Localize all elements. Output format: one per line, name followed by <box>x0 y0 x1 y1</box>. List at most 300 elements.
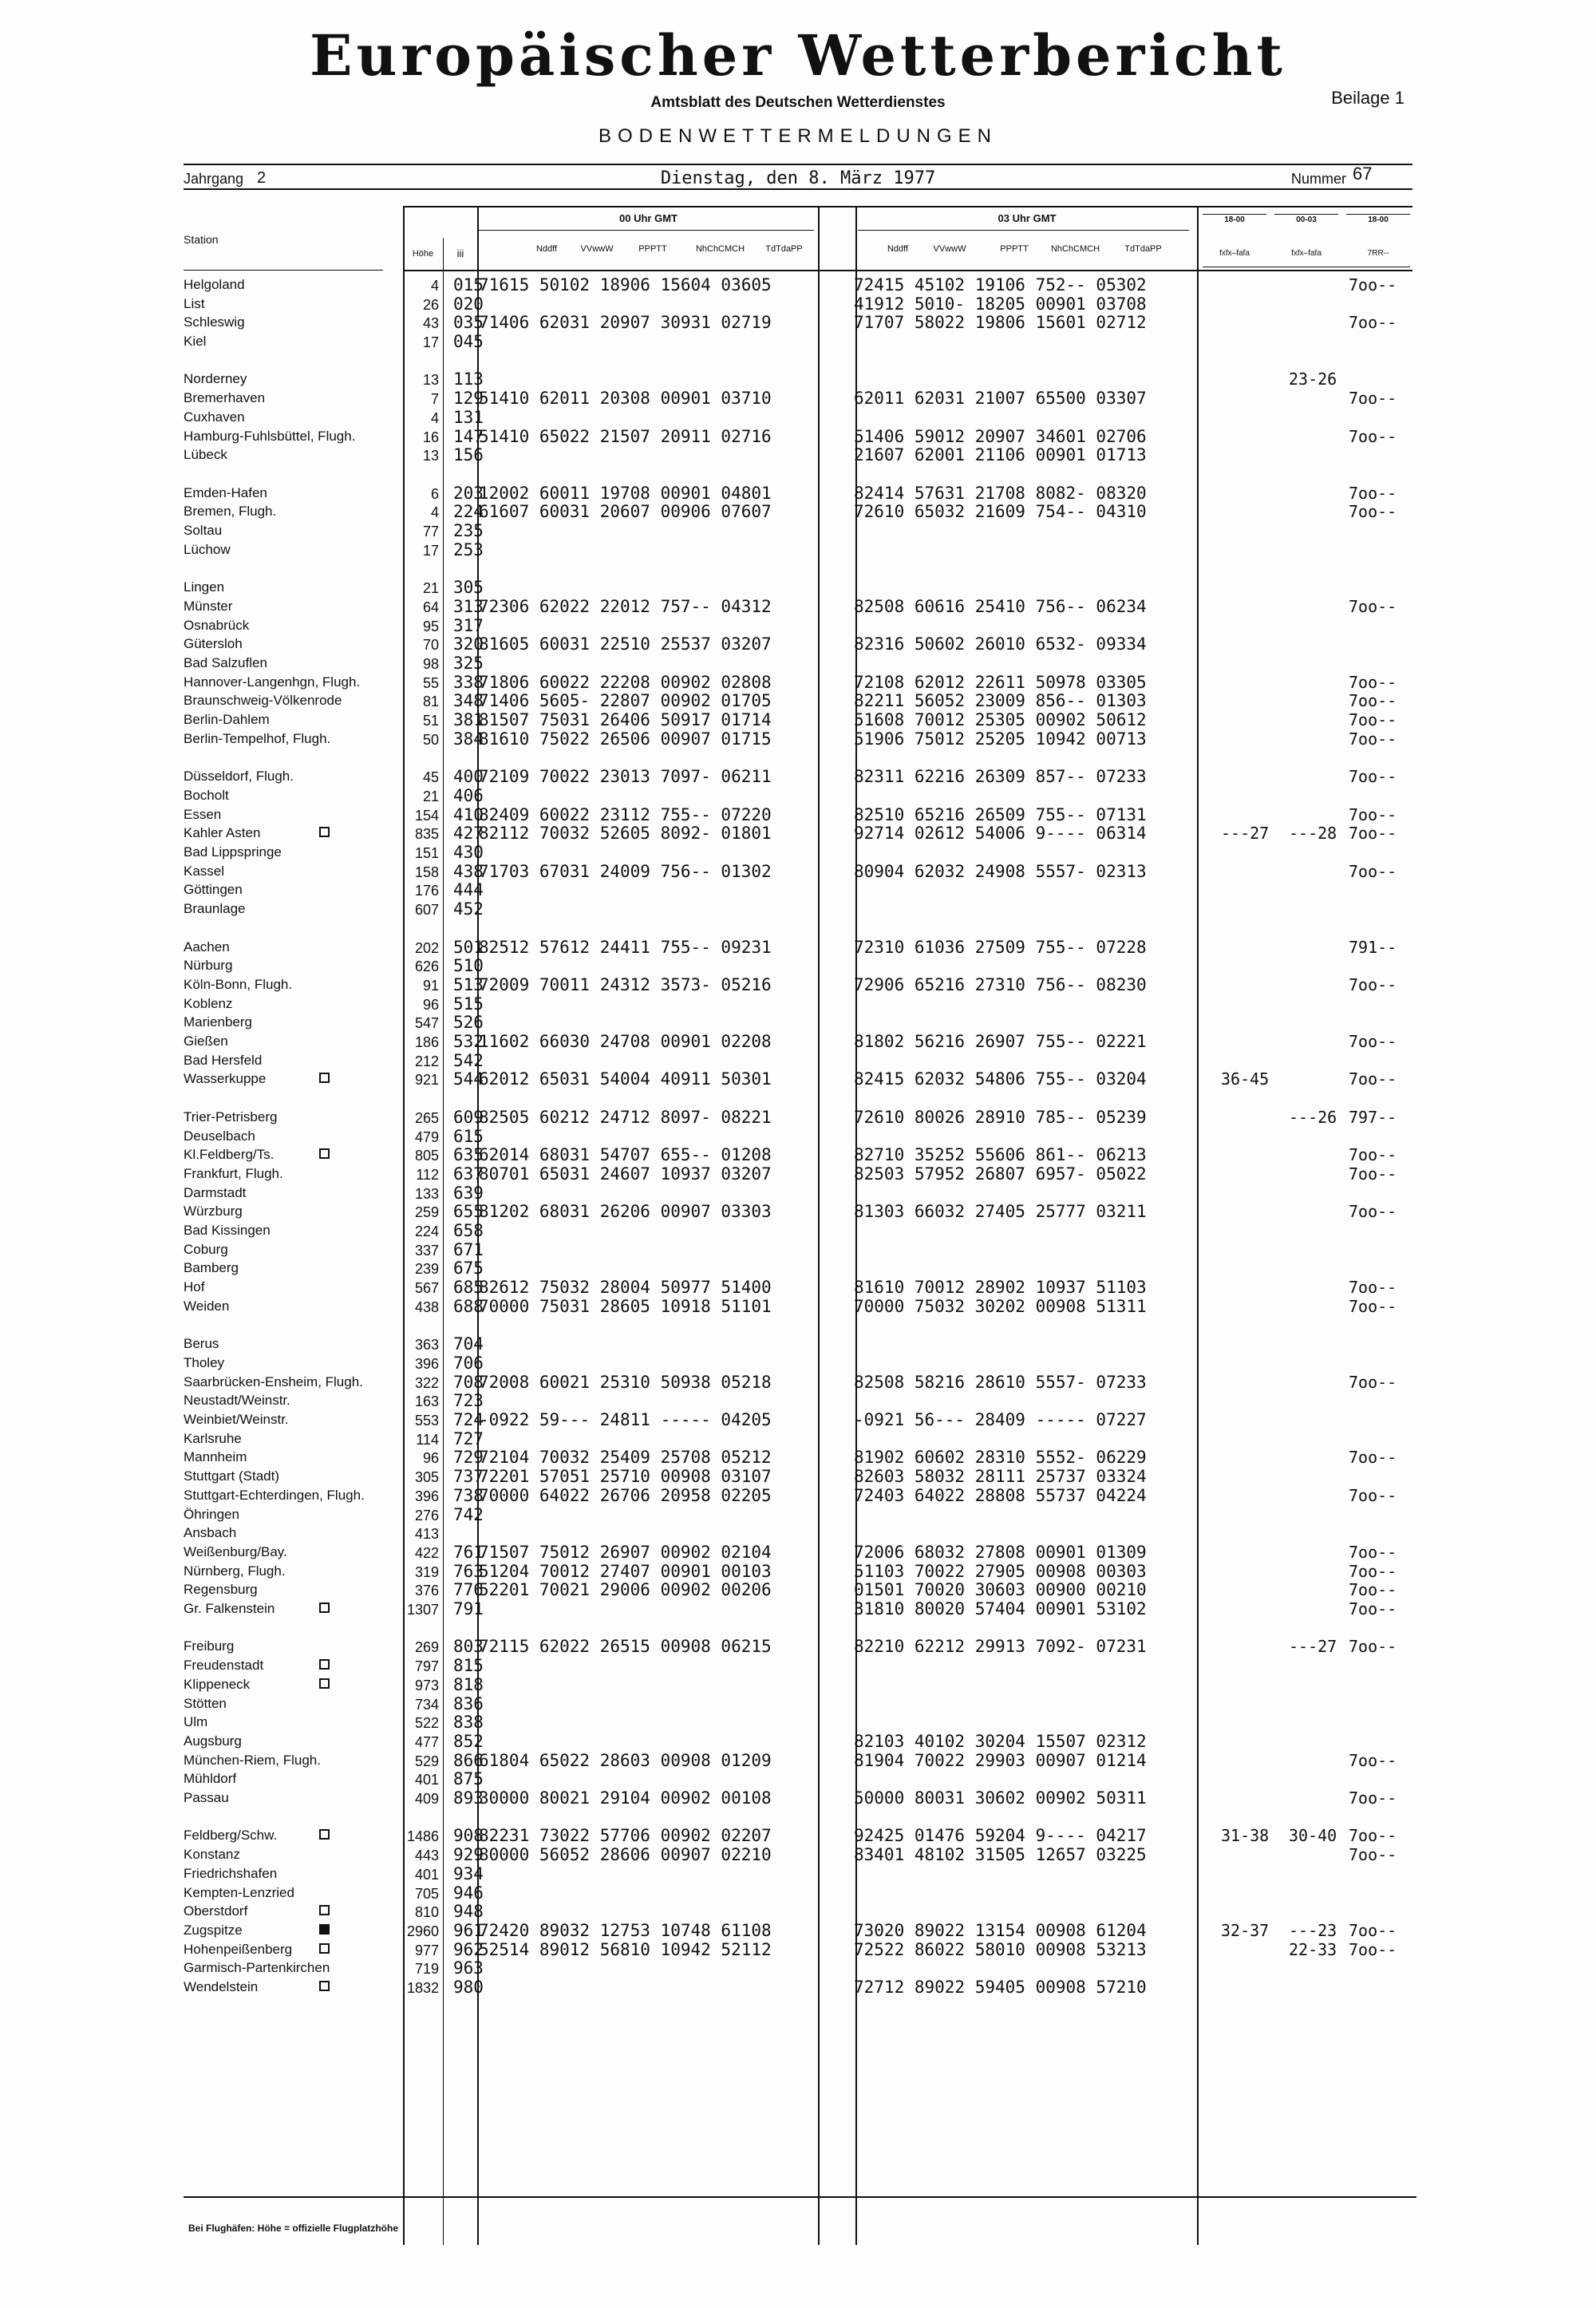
station-name: Freudenstadt <box>184 1658 264 1673</box>
table-row <box>0 1259 1596 1277</box>
table-bottom-line <box>184 2196 1416 2198</box>
station-index: 803 <box>453 1637 484 1656</box>
station-height: 4 <box>430 278 439 294</box>
obs-00-gmt: 61607 60031 20607 00906 07607 <box>479 502 772 521</box>
station-height: 21 <box>422 580 439 596</box>
station-name: Gießen <box>184 1033 228 1049</box>
station-name: Helgoland <box>184 277 245 292</box>
station-name: Nürnberg, Flugh. <box>184 1563 286 1579</box>
station-index: 727 <box>453 1429 484 1448</box>
station-height: 835 <box>414 826 439 842</box>
station-height: 973 <box>414 1678 439 1693</box>
station-index: 635 <box>453 1145 484 1164</box>
obs-03-gmt: 82508 58216 28610 5557- 07233 <box>854 1373 1147 1392</box>
station-height: 797 <box>414 1658 439 1674</box>
table-row <box>0 1864 1596 1883</box>
station-index: 838 <box>453 1713 484 1732</box>
obs-03-gmt: 70000 75032 30202 00908 51311 <box>854 1297 1147 1316</box>
precip-18-00: 7oo-- <box>1349 1278 1397 1297</box>
station-index: 147 <box>453 427 484 446</box>
precip-18-00: 7oo-- <box>1349 389 1397 408</box>
station-height: 239 <box>414 1261 439 1277</box>
station-index: 980 <box>453 1978 484 1997</box>
station-index: 675 <box>453 1259 484 1278</box>
report-date: Dienstag, den 8. März 1977 <box>660 168 936 188</box>
station-index: 893 <box>453 1788 484 1808</box>
station-index: 852 <box>453 1732 484 1751</box>
jahrgang-value: 2 <box>257 169 267 187</box>
table-row <box>0 1354 1596 1372</box>
station-index: 961 <box>453 1921 484 1940</box>
station-height: 96 <box>422 1450 439 1466</box>
table-row <box>0 691 1596 709</box>
station-name: Mühldorf <box>184 1771 237 1786</box>
obs-03-gmt: 51906 75012 25205 10942 00713 <box>854 729 1147 749</box>
table-row <box>0 540 1596 559</box>
station-height: 522 <box>414 1715 439 1731</box>
table-row <box>0 275 1596 294</box>
table-row <box>0 1069 1596 1088</box>
col03-vvwww: VVwwW <box>933 244 966 254</box>
station-header-line <box>184 270 383 271</box>
station-name: Norderney <box>184 371 247 386</box>
precip-18-00: 7oo-- <box>1349 975 1397 994</box>
gust-18-00: 36-45 <box>1221 1069 1270 1089</box>
table-row <box>0 1694 1596 1713</box>
station-height: 96 <box>422 997 439 1013</box>
station-height: 45 <box>422 769 439 785</box>
table-row <box>0 1845 1596 1863</box>
obs-00-gmt: 51410 65022 21507 20911 02716 <box>479 427 772 446</box>
table-row <box>0 1373 1596 1391</box>
station-index: 045 <box>453 332 484 351</box>
obs-00-gmt: 11602 66030 24708 00901 02208 <box>479 1032 772 1051</box>
station-name: Darmstadt <box>184 1185 247 1200</box>
table-row <box>0 427 1596 445</box>
obs-03-gmt: 72310 61036 27509 755-- 07228 <box>854 938 1147 957</box>
station-height: 21 <box>422 788 439 804</box>
station-index: 934 <box>453 1864 484 1883</box>
station-index: 708 <box>453 1373 484 1392</box>
station-height: 91 <box>422 978 439 994</box>
gust-00-03: ---23 <box>1289 1921 1337 1940</box>
station-height: 705 <box>414 1886 439 1902</box>
obs-00-gmt: 71406 62031 20907 30931 02719 <box>479 313 772 332</box>
station-height: 2960 <box>406 1923 439 1939</box>
precip-18-00: 7oo-- <box>1349 805 1397 824</box>
station-index: 761 <box>453 1543 484 1562</box>
station-name: Bad Lippspringe <box>184 844 282 860</box>
obs-00-gmt: 80701 65031 24607 10937 03207 <box>479 1164 772 1184</box>
station-index: 738 <box>453 1486 484 1505</box>
station-index: 224 <box>453 502 484 521</box>
station-index: 427 <box>453 824 484 843</box>
obs-00-gmt: 12002 60011 19708 00901 04801 <box>479 484 772 503</box>
table-row <box>0 1145 1596 1164</box>
obs-00-gmt: 81610 75022 26506 00907 01715 <box>479 729 772 749</box>
precip-18-00: 7oo-- <box>1349 1543 1397 1562</box>
station-index: 510 <box>453 956 484 975</box>
precip-18-00: 7oo-- <box>1349 1921 1397 1940</box>
station-height: 114 <box>416 1432 439 1448</box>
station-name: Bremerhaven <box>184 390 266 405</box>
mountain-station-square-icon <box>319 1678 330 1689</box>
precip-18-00: 7oo-- <box>1349 1580 1397 1599</box>
table-row <box>0 938 1596 956</box>
station-index: 639 <box>453 1184 484 1203</box>
station-height: 133 <box>414 1186 439 1202</box>
obs-03-gmt: 72610 80026 28910 785-- 05239 <box>854 1108 1147 1127</box>
station-name: Bad Kissingen <box>184 1223 271 1238</box>
station-index: 305 <box>453 578 484 597</box>
station-name: Passau <box>184 1790 229 1805</box>
precip-18-00: 7oo-- <box>1349 597 1397 616</box>
station-height: 921 <box>414 1072 439 1088</box>
station-index: 444 <box>453 880 484 899</box>
obs-00-gmt: 72109 70022 23013 7097- 06211 <box>479 767 772 786</box>
sub3-header: 18-00 <box>1368 215 1389 224</box>
obs-03-gmt: 73020 89022 13154 00908 61204 <box>854 1921 1147 1940</box>
station-name: Öhringen <box>184 1507 239 1522</box>
table-row <box>0 1467 1596 1485</box>
station-height: 319 <box>414 1564 439 1580</box>
station-index: 962 <box>453 1940 484 1959</box>
mountain-station-square-icon <box>319 1073 330 1083</box>
section-title: BODENWETTERMELDUNGEN <box>598 125 998 147</box>
obs-03-gmt: 51608 70012 25305 00902 50612 <box>854 710 1147 729</box>
station-index: 203 <box>453 484 484 503</box>
station-height: 158 <box>414 864 439 880</box>
station-index: 706 <box>453 1354 484 1373</box>
station-name: Kl.Feldberg/Ts. <box>184 1147 275 1162</box>
obs-03-gmt: 62011 62031 21007 65500 03307 <box>854 389 1147 408</box>
obs-00-gmt: 72009 70011 24312 3573- 05216 <box>479 975 772 994</box>
station-name: Frankfurt, Flugh. <box>184 1166 283 1181</box>
obs-03-gmt: 72108 62012 22611 50978 03305 <box>854 673 1147 692</box>
obs-00-gmt: 82112 70032 52605 8092- 01801 <box>479 824 772 843</box>
station-height: 1486 <box>406 1828 439 1844</box>
station-name: Saarbrücken-Ensheim, Flugh. <box>184 1374 363 1389</box>
table-row <box>0 332 1596 350</box>
obs-00-gmt: 72306 62022 22012 757-- 04312 <box>479 597 772 616</box>
subtitle: Amtsblatt des Deutschen Wetterdienstes <box>650 94 946 111</box>
station-index: 637 <box>453 1164 484 1184</box>
gust-00-03: ---26 <box>1289 1108 1337 1127</box>
station-index: 035 <box>453 313 484 332</box>
sub3-line <box>1346 214 1410 215</box>
station-name: Weißenburg/Bay. <box>184 1544 287 1559</box>
obs-03-gmt: 92425 01476 59204 9---- 04217 <box>854 1826 1147 1845</box>
obs-00-gmt: 71507 75012 26907 00902 02104 <box>479 1543 772 1562</box>
station-height: 553 <box>414 1413 439 1429</box>
station-height: 95 <box>422 618 439 634</box>
station-name: Deuselbach <box>184 1128 255 1144</box>
station-index: 655 <box>453 1202 484 1221</box>
station-index: 113 <box>453 370 484 389</box>
station-height: 98 <box>422 656 439 672</box>
station-height: 810 <box>414 1904 439 1920</box>
station-name: Gr. Falkenstein <box>184 1601 275 1616</box>
obs-00-gmt: 71806 60022 22208 00902 02808 <box>479 673 772 692</box>
station-height: 409 <box>414 1791 439 1807</box>
table-row <box>0 1940 1596 1958</box>
precip-18-00: 7oo-- <box>1349 1297 1397 1316</box>
obs-03-gmt: 81610 70012 28902 10937 51103 <box>854 1278 1147 1297</box>
iii-header: iii <box>456 247 464 259</box>
obs-03-gmt: 92714 02612 54006 9---- 06314 <box>854 824 1147 843</box>
station-index: 946 <box>453 1883 484 1903</box>
obs-03-gmt: 72522 86022 58010 00908 53213 <box>854 1940 1147 1959</box>
obs-03-gmt: 50000 80031 30602 00902 50311 <box>854 1788 1147 1808</box>
station-name: Lüchow <box>184 542 231 557</box>
station-header: Station <box>184 233 219 246</box>
station-index: 542 <box>453 1051 484 1070</box>
station-name: Bad Hersfeld <box>184 1053 263 1068</box>
obs-03-gmt: 21607 62001 21106 00901 01713 <box>854 445 1147 464</box>
ext3-header: 7RR-- <box>1367 249 1389 258</box>
table-row <box>0 1562 1596 1580</box>
col03-ppptt: PPPTT <box>1000 244 1029 254</box>
station-name: Trier-Petrisberg <box>184 1109 278 1124</box>
station-name: Mannheim <box>184 1449 247 1464</box>
station-name: Göttingen <box>184 882 243 897</box>
station-name: Koblenz <box>184 996 233 1011</box>
station-height: 805 <box>414 1148 439 1164</box>
mountain-station-square-icon <box>319 827 330 837</box>
station-index: 501 <box>453 938 484 957</box>
col00-vvwww: VVwwW <box>580 244 614 254</box>
page-title: Europäischer Wetterbericht <box>310 22 1286 89</box>
obs-00-gmt: 71615 50102 18906 15604 03605 <box>479 275 772 294</box>
station-height: 186 <box>414 1034 439 1050</box>
obs-00-gmt: 62012 65031 54004 40911 50301 <box>479 1069 772 1089</box>
station-name: Oberstdorf <box>184 1903 248 1919</box>
obs-03-gmt: 51406 59012 20907 34601 02706 <box>854 427 1147 446</box>
precip-18-00: 7oo-- <box>1349 427 1397 446</box>
nummer-label: Nummer <box>1291 171 1347 187</box>
group00-line <box>479 230 814 231</box>
station-name: Bamberg <box>184 1260 239 1275</box>
col00-tdtd: TdTdaPP <box>765 244 803 254</box>
station-height: 477 <box>414 1734 439 1750</box>
station-height: 265 <box>414 1110 439 1126</box>
precip-18-00: 7oo-- <box>1349 484 1397 503</box>
table-row <box>0 445 1596 464</box>
obs-03-gmt: 82316 50602 26010 6532- 09334 <box>854 634 1147 654</box>
station-name: Kiel <box>184 334 207 349</box>
obs-00-gmt: 82409 60022 23112 755-- 07220 <box>479 805 772 824</box>
table-row <box>0 729 1596 748</box>
obs-00-gmt: 30000 80021 29104 00902 00108 <box>479 1788 772 1808</box>
obs-03-gmt: 72906 65216 27310 756-- 08230 <box>854 975 1147 994</box>
station-name: Berlin-Tempelhof, Flugh. <box>184 731 331 746</box>
obs-03-gmt: 72006 68032 27808 00901 01309 <box>854 1543 1147 1562</box>
header-rule-top <box>184 164 1412 165</box>
station-name: Köln-Bonn, Flugh. <box>184 977 293 992</box>
table-row <box>0 1751 1596 1769</box>
station-name: Berus <box>184 1336 219 1351</box>
station-index: 729 <box>453 1448 484 1467</box>
station-height: 1307 <box>406 1602 439 1618</box>
station-index: 381 <box>453 710 484 729</box>
station-index: 866 <box>453 1751 484 1770</box>
station-name: Bremen, Flugh. <box>184 504 277 519</box>
precip-18-00: 7oo-- <box>1349 767 1397 786</box>
station-name: Kahler Asten <box>184 825 261 840</box>
station-height: 422 <box>414 1545 439 1561</box>
station-name: Würzburg <box>184 1203 243 1219</box>
station-name: Schleswig <box>184 314 245 330</box>
table-row <box>0 294 1596 313</box>
obs-00-gmt: 72201 57051 25710 00908 03107 <box>479 1467 772 1486</box>
station-index: 737 <box>453 1467 484 1486</box>
station-index: 818 <box>453 1675 484 1694</box>
station-height: 202 <box>414 940 439 956</box>
col03-clouds: NhChCMCH <box>1050 244 1100 254</box>
station-name: List <box>184 296 205 311</box>
station-index: 452 <box>453 899 484 919</box>
station-height: 55 <box>422 675 439 691</box>
station-name: Stötten <box>184 1696 227 1711</box>
station-height: 977 <box>414 1942 439 1958</box>
table-row <box>0 484 1596 502</box>
precip-18-00: 7oo-- <box>1349 1202 1397 1221</box>
station-name: Tholey <box>184 1355 225 1370</box>
gust-18-00: 31-38 <box>1221 1826 1270 1845</box>
station-height: 7 <box>430 391 439 407</box>
station-name: Bad Salzuflen <box>184 655 267 670</box>
station-height: 64 <box>422 599 439 615</box>
station-index: 704 <box>453 1334 484 1354</box>
station-height: 224 <box>414 1223 439 1239</box>
station-height: 443 <box>414 1848 439 1863</box>
table-row <box>0 1184 1596 1202</box>
jahrgang-label: Jahrgang <box>184 171 244 187</box>
table-row <box>0 1769 1596 1788</box>
station-height: 438 <box>414 1299 439 1315</box>
obs-03-gmt: 51103 70022 27905 00908 00303 <box>854 1562 1147 1581</box>
obs-03-gmt: 72403 64022 28808 55737 04224 <box>854 1486 1147 1505</box>
station-name: Münster <box>184 599 233 614</box>
footer-note: Bei Flughäfen: Höhe = offizielle Flugplatzhöhe <box>188 2223 399 2234</box>
station-name: Ansbach <box>184 1525 237 1540</box>
station-height: 276 <box>414 1508 439 1524</box>
station-height: 26 <box>422 297 439 313</box>
station-height: 50 <box>422 732 439 748</box>
table-row <box>0 1391 1596 1409</box>
precip-18-00: 7oo-- <box>1349 1940 1397 1959</box>
obs-03-gmt: 80904 62032 24908 5557- 02313 <box>854 862 1147 881</box>
table-row <box>0 880 1596 899</box>
station-height: 396 <box>414 1488 439 1504</box>
obs-03-gmt: 31810 80020 57404 00901 53102 <box>854 1599 1147 1618</box>
obs-00-gmt: 51204 70012 27407 00901 00103 <box>479 1562 772 1581</box>
obs-03-gmt: 82103 40102 30204 15507 02312 <box>854 1732 1147 1751</box>
obs-03-gmt: 81902 60602 28310 5552- 06229 <box>854 1448 1147 1467</box>
station-index: 685 <box>453 1278 484 1297</box>
station-name: Osnabrück <box>184 618 250 633</box>
station-index: 131 <box>453 408 484 427</box>
station-index: 235 <box>453 521 484 540</box>
table-row <box>0 1013 1596 1031</box>
precip-18-00: 791-- <box>1349 938 1397 957</box>
table-row <box>0 1429 1596 1448</box>
precip-18-00: 7oo-- <box>1349 1751 1397 1770</box>
station-index: 513 <box>453 975 484 994</box>
station-name: Hamburg-Fuhlsbüttel, Flugh. <box>184 429 356 444</box>
station-index: 338 <box>453 673 484 692</box>
station-name: München-Riem, Flugh. <box>184 1753 321 1768</box>
gust-18-00: ---27 <box>1221 824 1270 843</box>
station-index: 723 <box>453 1391 484 1410</box>
station-height: 151 <box>414 845 439 861</box>
station-height: 4 <box>430 504 439 520</box>
mountain-station-square-icon <box>319 1981 330 1991</box>
table-row <box>0 1202 1596 1220</box>
station-index: 615 <box>453 1127 484 1146</box>
precip-18-00: 7oo-- <box>1349 1164 1397 1184</box>
precip-18-00: 7oo-- <box>1349 502 1397 521</box>
station-name: Coburg <box>184 1242 228 1257</box>
gust-00-03: ---27 <box>1289 1637 1337 1656</box>
table-row <box>0 1637 1596 1655</box>
station-name: Wendelstein <box>184 1979 259 1994</box>
station-height: 81 <box>422 694 439 709</box>
table-row <box>0 1410 1596 1429</box>
group03-header: 03 Uhr GMT <box>998 212 1057 224</box>
table-row <box>0 843 1596 861</box>
obs-03-gmt: 82414 57631 21708 8082- 08320 <box>854 484 1147 503</box>
table-row <box>0 1958 1596 1977</box>
station-name: Hannover-Langenhgn, Flugh. <box>184 674 361 690</box>
precip-18-00: 7oo-- <box>1349 1637 1397 1656</box>
obs-00-gmt: 51410 62011 20308 00901 03710 <box>479 389 772 408</box>
station-height: 1832 <box>406 1980 439 1996</box>
station-height: 70 <box>422 637 439 653</box>
obs-03-gmt: 82710 35252 55606 861-- 06213 <box>854 1145 1147 1164</box>
station-name: Essen <box>184 807 222 822</box>
obs-00-gmt: 72008 60021 25310 50938 05218 <box>479 1373 772 1392</box>
station-name: Kassel <box>184 864 225 879</box>
station-name: Stuttgart-Echterdingen, Flugh. <box>184 1488 365 1503</box>
obs-03-gmt: 82210 62212 29913 7092- 07231 <box>854 1637 1147 1656</box>
table-row <box>0 767 1596 785</box>
obs-03-gmt: 72712 89022 59405 00908 57210 <box>854 1978 1147 1997</box>
station-height: 176 <box>414 883 439 899</box>
station-name: Neustadt/Weinstr. <box>184 1393 290 1408</box>
obs-03-gmt: 82603 58032 28111 25737 03324 <box>854 1467 1147 1486</box>
station-index: 313 <box>453 597 484 616</box>
mountain-station-square-icon <box>319 1943 330 1954</box>
station-height: 396 <box>414 1356 439 1372</box>
station-height: 337 <box>414 1243 439 1259</box>
obs-03-gmt: 83401 48102 31505 12657 03225 <box>854 1845 1147 1864</box>
station-height: 112 <box>416 1167 439 1183</box>
precip-18-00: 7oo-- <box>1349 862 1397 881</box>
station-name: Bocholt <box>184 788 229 803</box>
table-row <box>0 370 1596 388</box>
precip-18-00: 7oo-- <box>1349 1145 1397 1164</box>
station-name: Düsseldorf, Flugh. <box>184 769 294 784</box>
table-row <box>0 634 1596 653</box>
station-height: 401 <box>414 1867 439 1883</box>
col03-tdtd: TdTdaPP <box>1124 244 1162 254</box>
gust-00-03: 23-26 <box>1289 370 1337 389</box>
obs-00-gmt: 81202 68031 26206 00907 03303 <box>479 1202 772 1221</box>
obs-03-gmt: -0921 56--- 28409 ----- 07227 <box>854 1410 1147 1429</box>
station-index: 438 <box>453 862 484 881</box>
table-row <box>0 1713 1596 1731</box>
